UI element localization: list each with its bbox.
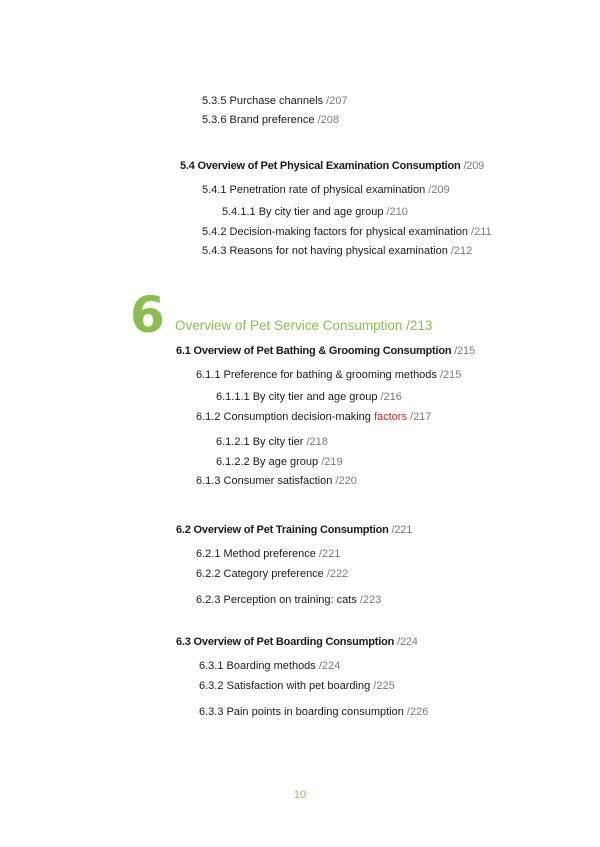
toc-entry-6-1-2[interactable]: 6.1.2 Consumption decision-making factors /217 (196, 411, 432, 423)
toc-entry-6-2-1[interactable]: 6.2.1 Method preference /221 (196, 548, 341, 560)
highlighted-word: factors (373, 411, 407, 423)
toc-entry-5-4-3[interactable]: 5.4.3 Reasons for not having physical examination /212 (202, 245, 473, 257)
toc-entry-6-2-3[interactable]: 6.2.3 Perception on training: cats /223 (196, 594, 382, 606)
toc-section-6-1[interactable]: 6.1 Overview of Pet Bathing & Grooming Consumption /215 (176, 345, 475, 357)
toc-section-5-4[interactable]: 5.4 Overview of Pet Physical Examination Consumption /209 (180, 160, 485, 172)
toc-entry-6-1-1[interactable]: 6.1.1 Preference for bathing & grooming methods /215 (196, 369, 462, 381)
chapter-number: 6 (130, 286, 165, 344)
toc-entry-6-3-1[interactable]: 6.3.1 Boarding methods /224 (199, 660, 341, 672)
toc-entry-6-1-2-1[interactable]: 6.1.2.1 By city tier /218 (216, 436, 328, 448)
toc-entry-5-4-1[interactable]: 5.4.1 Penetration rate of physical examination /209 (202, 184, 450, 196)
toc-section-6-2[interactable]: 6.2 Overview of Pet Training Consumption /221 (176, 524, 413, 536)
toc-entry-6-1-1-1[interactable]: 6.1.1.1 By city tier and age group /216 (216, 391, 402, 403)
toc-entry-6-2-2[interactable]: 6.2.2 Category preference /222 (196, 568, 349, 580)
toc-entry-5-4-1-1[interactable]: 5.4.1.1 By city tier and age group /210 (222, 206, 408, 218)
page-number: 10 (293, 789, 307, 801)
toc-entry-6-1-3[interactable]: 6.1.3 Consumer satisfaction /220 (196, 475, 357, 487)
toc-entry-6-3-3[interactable]: 6.3.3 Pain points in boarding consumption /226 (199, 706, 429, 718)
toc-entry-5-3-6[interactable]: 5.3.6 Brand preference /208 (202, 114, 339, 126)
toc-entry-5-4-2[interactable]: 5.4.2 Decision-making factors for physical examination /211 (202, 226, 492, 238)
toc-entry-6-1-2-2[interactable]: 6.1.2.2 By age group /219 (216, 456, 343, 468)
toc-entry-6-3-2[interactable]: 6.3.2 Satisfaction with pet boarding /225 (199, 680, 395, 692)
toc-section-6-3[interactable]: 6.3 Overview of Pet Boarding Consumption /224 (176, 636, 418, 648)
toc-entry-5-3-5[interactable]: 5.3.5 Purchase channels /207 (202, 95, 348, 107)
chapter-title[interactable]: Overview of Pet Service Consumption /213 (175, 318, 433, 333)
